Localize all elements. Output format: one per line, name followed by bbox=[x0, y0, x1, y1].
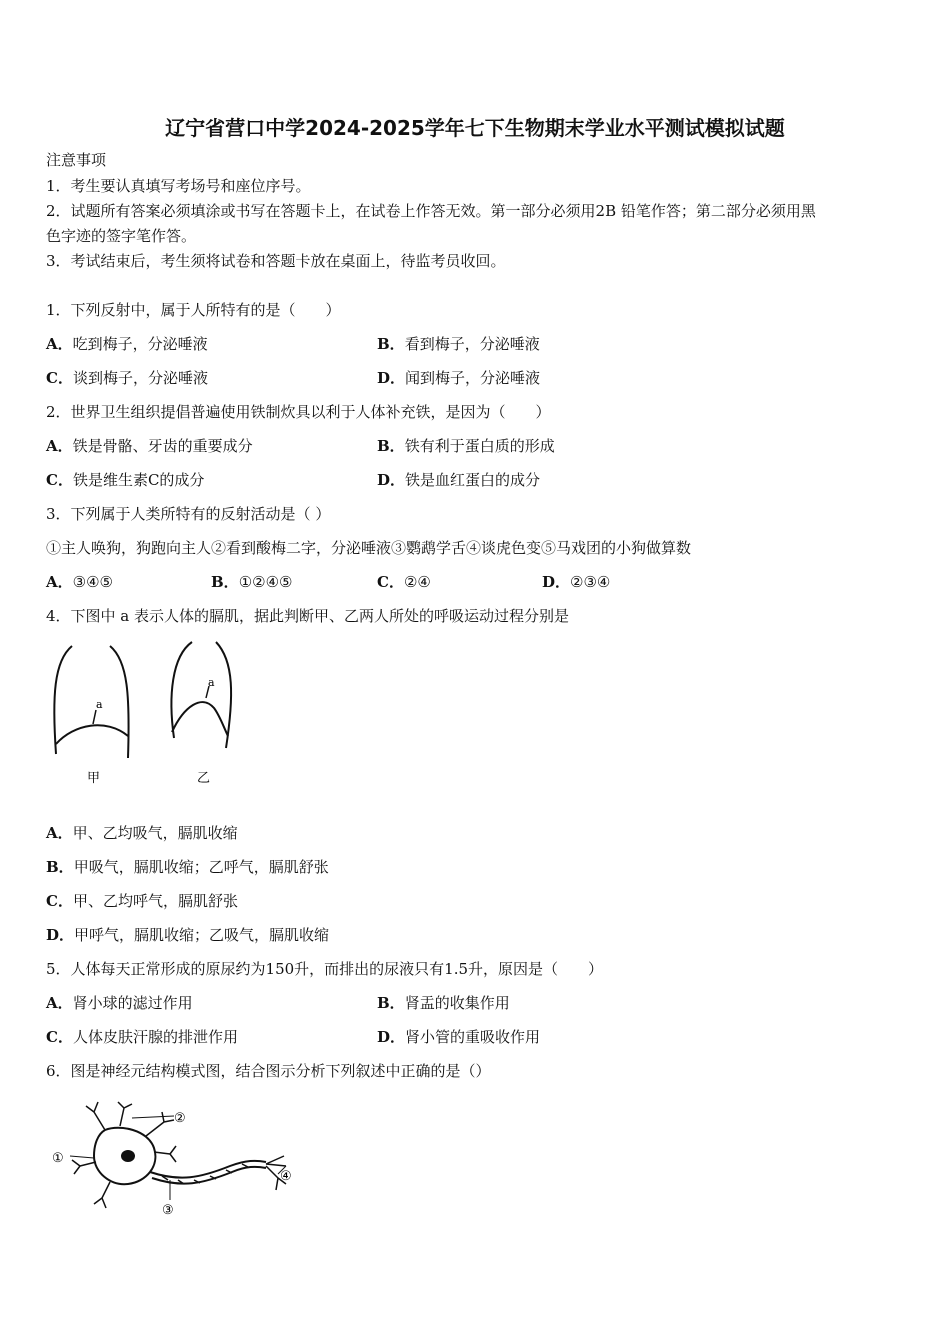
option-key: B． bbox=[377, 994, 405, 1012]
pointer-line bbox=[93, 710, 96, 724]
question-extra: ①主人唤狗，狗跑向主人②看到酸梅二字，分泌唾液③鹦鹉学舌④谈虎色变⑤马戏团的小狗做算数 bbox=[46, 539, 692, 557]
pointer-line bbox=[70, 1156, 94, 1158]
axon bbox=[150, 1161, 266, 1178]
option-text: 铁是维生素C的成分 bbox=[72, 471, 205, 489]
option-key: D． bbox=[377, 1028, 406, 1046]
option-text: 甲呼气，膈肌收缩；乙吸气，膈肌收缩 bbox=[74, 926, 330, 944]
option-b bbox=[46, 857, 329, 877]
option-key: A． bbox=[46, 335, 73, 353]
label-yi: 乙 bbox=[197, 771, 211, 786]
question-stem: 5．人体每天正常形成的原尿约为150升，而排出的尿液只有1.5升，原因是（ ） bbox=[46, 960, 604, 978]
option-d bbox=[377, 470, 540, 490]
option-text: 甲吸气，膈肌收缩；乙呼气，膈肌舒张 bbox=[73, 858, 329, 876]
question-stem: 6．图是神经元结构模式图，结合图示分析下列叙述中正确的是（） bbox=[46, 1062, 491, 1080]
thorax-wall-left bbox=[171, 642, 192, 738]
option-text: 看到梅子，分泌唾液 bbox=[404, 335, 540, 353]
option-a bbox=[46, 436, 253, 456]
option-text: 铁是骨骼、牙齿的重要成分 bbox=[72, 437, 253, 455]
option-text: 肾盂的收集作用 bbox=[404, 994, 510, 1012]
option-d bbox=[46, 925, 329, 945]
notes-heading: 注意事项 bbox=[46, 151, 107, 169]
option-text: 肾小管的重吸收作用 bbox=[405, 1028, 541, 1046]
option-b bbox=[377, 334, 540, 354]
option-text: 肾小球的滤过作用 bbox=[72, 994, 193, 1012]
option-key: D． bbox=[377, 471, 406, 489]
option-text: 铁是血红蛋白的成分 bbox=[405, 471, 541, 489]
option-key: B． bbox=[46, 858, 74, 876]
option-key: B． bbox=[377, 437, 405, 455]
label-jia: 甲 bbox=[87, 771, 101, 786]
option-text: 闻到梅子，分泌唾液 bbox=[405, 369, 541, 387]
option-key: C． bbox=[377, 573, 404, 591]
note-item: 色字迹的签字笔作答。 bbox=[46, 227, 197, 245]
option-text: ②④ bbox=[403, 573, 431, 591]
question-stem: 3．下列属于人类所特有的反射活动是（ ） bbox=[46, 505, 331, 523]
option-d bbox=[377, 368, 540, 388]
diaphragm-figure bbox=[44, 636, 244, 796]
note-item: 1．考生要认真填写考场号和座位序号。 bbox=[46, 177, 311, 195]
option-key: C． bbox=[46, 369, 73, 387]
option-b bbox=[377, 436, 555, 456]
option-key: C． bbox=[46, 471, 73, 489]
option-text: ②③④ bbox=[570, 573, 611, 591]
option-c bbox=[46, 368, 208, 388]
option-a bbox=[46, 993, 193, 1013]
option-text: 人体皮肤汗腺的排泄作用 bbox=[72, 1028, 238, 1046]
option-key: D． bbox=[542, 573, 571, 591]
option-key: B． bbox=[377, 335, 405, 353]
dendrite bbox=[86, 1102, 105, 1130]
question-stem: 2．世界卫生组织提倡普遍使用铁制炊具以利于人体补充铁，是因为（ ） bbox=[46, 403, 551, 421]
option-text: 甲、乙均吸气，膈肌收缩 bbox=[72, 824, 238, 842]
option-a bbox=[46, 572, 113, 592]
option-key: D． bbox=[377, 369, 406, 387]
option-c bbox=[377, 572, 431, 592]
axon bbox=[152, 1167, 266, 1184]
option-text: ③④⑤ bbox=[72, 573, 113, 591]
pointer-line bbox=[132, 1116, 174, 1118]
diaphragm-diagram bbox=[44, 636, 244, 796]
option-c bbox=[46, 891, 238, 911]
dendrite bbox=[72, 1160, 96, 1174]
option-key: C． bbox=[46, 1028, 73, 1046]
diaphragm-yi bbox=[172, 702, 228, 736]
option-key: A． bbox=[46, 437, 73, 455]
option-c bbox=[46, 470, 204, 490]
note-item: 2．试题所有答案必须填涂或书写在答题卡上，在试卷上作答无效。第一部分必须用2B 铅笔作答；第二部分必须用黑 bbox=[46, 202, 816, 220]
option-a bbox=[46, 823, 238, 843]
option-key: A． bbox=[46, 573, 73, 591]
label-1: ① bbox=[52, 1151, 64, 1166]
thorax-wall-right bbox=[110, 646, 129, 758]
question-stem: 4．下图中 a 表示人体的膈肌，据此判断甲、乙两人所处的呼吸运动过程分别是 bbox=[46, 607, 570, 625]
option-text: 吃到梅子，分泌唾液 bbox=[72, 335, 208, 353]
option-d bbox=[542, 572, 610, 592]
option-key: B． bbox=[211, 573, 239, 591]
option-a bbox=[46, 334, 208, 354]
label-a-yi: a bbox=[208, 676, 215, 689]
option-key: D． bbox=[46, 926, 75, 944]
dendrite bbox=[118, 1102, 132, 1126]
option-text: 谈到梅子，分泌唾液 bbox=[72, 369, 208, 387]
page-title: 辽宁省营口中学2024-2025学年七下生物期末学业水平测试模拟试题 bbox=[165, 116, 785, 140]
neuron-diagram bbox=[50, 1100, 310, 1220]
label-3: ③ bbox=[162, 1203, 174, 1218]
thorax-wall-right bbox=[216, 642, 231, 748]
option-key: A． bbox=[46, 994, 73, 1012]
neuron-figure bbox=[50, 1100, 310, 1220]
label-a-jia: a bbox=[96, 698, 103, 711]
option-key: A． bbox=[46, 824, 73, 842]
option-text: ①②④⑤ bbox=[238, 573, 293, 591]
nucleus bbox=[121, 1150, 135, 1162]
dendrite bbox=[146, 1112, 174, 1136]
note-item: 3．考试结束后，考生须将试卷和答题卡放在桌面上，待监考员收回。 bbox=[46, 252, 506, 270]
option-c bbox=[46, 1027, 238, 1047]
dendrite bbox=[94, 1182, 110, 1208]
option-key: C． bbox=[46, 892, 73, 910]
dendrite bbox=[154, 1146, 176, 1162]
option-text: 铁有利于蛋白质的形成 bbox=[404, 437, 555, 455]
option-d bbox=[377, 1027, 540, 1047]
diaphragm-jia bbox=[56, 725, 128, 744]
option-text: 甲、乙均呼气，膈肌舒张 bbox=[72, 892, 238, 910]
option-b bbox=[377, 993, 510, 1013]
label-4: ④ bbox=[280, 1169, 292, 1184]
label-2: ② bbox=[174, 1111, 186, 1126]
option-b bbox=[211, 572, 292, 592]
question-stem: 1．下列反射中，属于人所特有的是（ ） bbox=[46, 301, 341, 319]
